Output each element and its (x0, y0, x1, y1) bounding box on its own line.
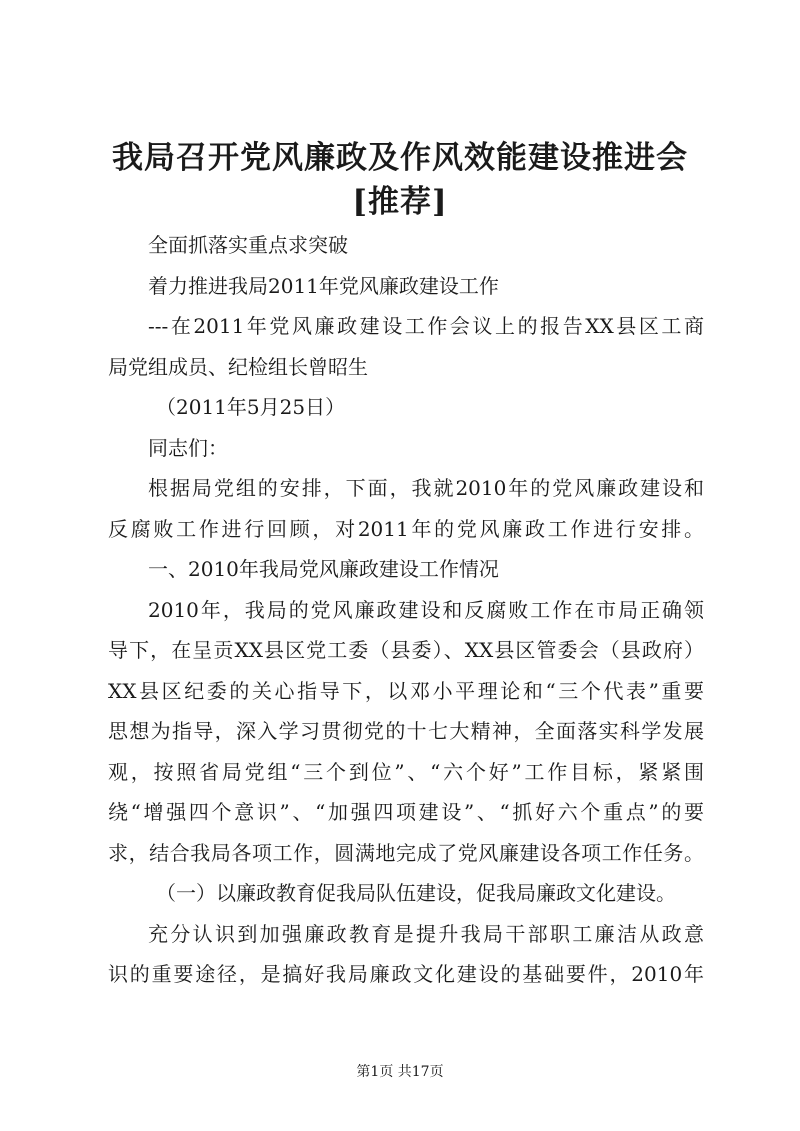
body-line: （2011年5月25日） (156, 395, 346, 419)
body-line: 思想为指导，深入学习贯彻党的十七大精神，全面落实科学发展 (108, 719, 704, 743)
body-line: 反腐败工作进行回顾，对2011年的党风廉政工作进行安排。 (108, 516, 704, 541)
body-line: 一、2010年我局党风廉政建设工作情况 (148, 557, 499, 581)
body-line: 导下，在呈贡XX县区党工委（县委）、XX县区管委会（县政府） (108, 638, 704, 662)
body-line: 观，按照省局党组“三个到位”、“六个好”工作目标，紧紧围 (108, 759, 704, 784)
body-line: （一）以廉政教育促我局队伍建设，促我局廉政文化建设。 (156, 881, 676, 905)
document-title: 我局召开党风廉政及作风效能建设推进会[推荐] (112, 140, 688, 220)
body-line: 2010年，我局的党风廉政建设和反腐败工作在市局正确领 (148, 597, 704, 622)
page-footer: 第1页 共17页 (356, 1064, 444, 1080)
body-line: 识的重要途径，是搞好我局廉政文化建设的基础要件，2010年 (108, 962, 704, 986)
body-line: 绕“增强四个意识”、“加强四项建设”、“抓好六个重点”的要 (108, 800, 704, 824)
body-line: 同志们： (148, 435, 228, 460)
body-line: 全面抓落实重点求突破 (148, 233, 348, 257)
body-line: ---在2011年党风廉政建设工作会议上的报告XX县区工商 (148, 314, 704, 338)
body-line: 着力推进我局2011年党风廉政建设工作 (148, 273, 499, 298)
document-body (108, 225, 704, 995)
body-line: 充分认识到加强廉政教育是提升我局干部职工廉洁从政意 (148, 921, 704, 946)
body-line: 根据局党组的安排，下面，我就2010年的党风廉政建设和 (148, 476, 704, 500)
body-line: XX县区纪委的关心指导下，以邓小平理论和“三个代表”重要 (108, 678, 704, 703)
body-line: 局党组成员、纪检组长曾昭生 (108, 354, 368, 379)
body-line: 求，结合我局各项工作，圆满地完成了党风廉建设各项工作任务。 (108, 840, 704, 865)
